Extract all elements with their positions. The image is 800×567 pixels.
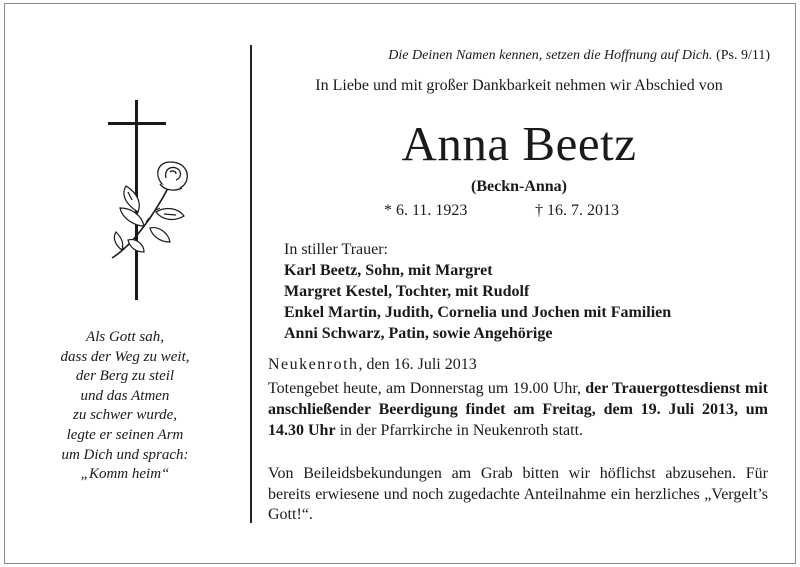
mourners-block xyxy=(284,240,764,344)
announcement-text-end: in der Pfarrkirche in Neukenroth statt. xyxy=(335,422,584,439)
vertical-divider xyxy=(250,45,252,523)
death-date: † 16. 7. 2013 xyxy=(535,202,619,219)
poem-line: um Dich und sprach: xyxy=(61,446,189,463)
psalm-reference: (Ps. 9/11) xyxy=(716,48,770,63)
intro-line: In Liebe und mit großer Dankbarkeit nehmen wir Abschied von xyxy=(315,77,723,94)
life-dates xyxy=(268,202,770,224)
poem-line: und das Atmen xyxy=(80,387,170,404)
date: , den 16. Juli 2013 xyxy=(358,356,477,373)
deceased-name: Anna Beetz xyxy=(401,116,637,171)
psalm-quote xyxy=(268,48,770,64)
poem-line: Als Gott sah, xyxy=(86,329,164,345)
psalm-text: Die Deinen Namen kennen, setzen die Hoffnung auf Dich. xyxy=(388,48,713,63)
mourner-line: Margret Kestel, Tochter, mit Rudolf xyxy=(284,283,530,300)
right-column xyxy=(268,0,770,567)
cross-with-rose-icon xyxy=(98,100,194,300)
mourner-line: Karl Beetz, Sohn, mit Margret xyxy=(284,262,493,279)
closing-text: Von Beileidsbekundungen am Grab bitten wir höflichst abzusehen. Für bereits erwiesene und noch zugedachte Anteilnahme ein herzliches „Vergelt’s Gott!“. xyxy=(268,465,768,523)
deceased-nickname: (Beckn-Anna) xyxy=(470,178,567,195)
place: Neukenroth xyxy=(268,356,359,373)
poem-line: zu schwer wurde, xyxy=(72,407,178,424)
poem-line: „Komm heim“ xyxy=(80,466,170,483)
mourning-intro: In stiller Trauer: xyxy=(284,241,388,258)
mourner-line: Anni Schwarz, Patin, sowie Angehörige xyxy=(284,325,553,342)
birth-date: * 6. 11. 1923 xyxy=(384,202,468,219)
left-column xyxy=(0,0,250,567)
poem-line: dass der Weg zu weit, xyxy=(60,348,190,365)
poem-line: der Berg zu steil xyxy=(75,368,175,385)
poem-line: legte er seinen Arm xyxy=(66,426,184,443)
announcement-text: Totengebet heute, am Donnerstag um 19.00 Uhr, xyxy=(268,380,586,397)
poem xyxy=(20,328,230,485)
announcement-bold: der Trauergottesdienst mit anschließender Beerdigung findet am Freitag, dem 19. Juli 2013, um 14.30 Uhr xyxy=(268,380,768,439)
place-and-date xyxy=(268,356,477,374)
mourner-line: Enkel Martin, Judith, Cornelia und Jochen mit Familien xyxy=(284,304,672,321)
service-announcement xyxy=(268,378,768,441)
